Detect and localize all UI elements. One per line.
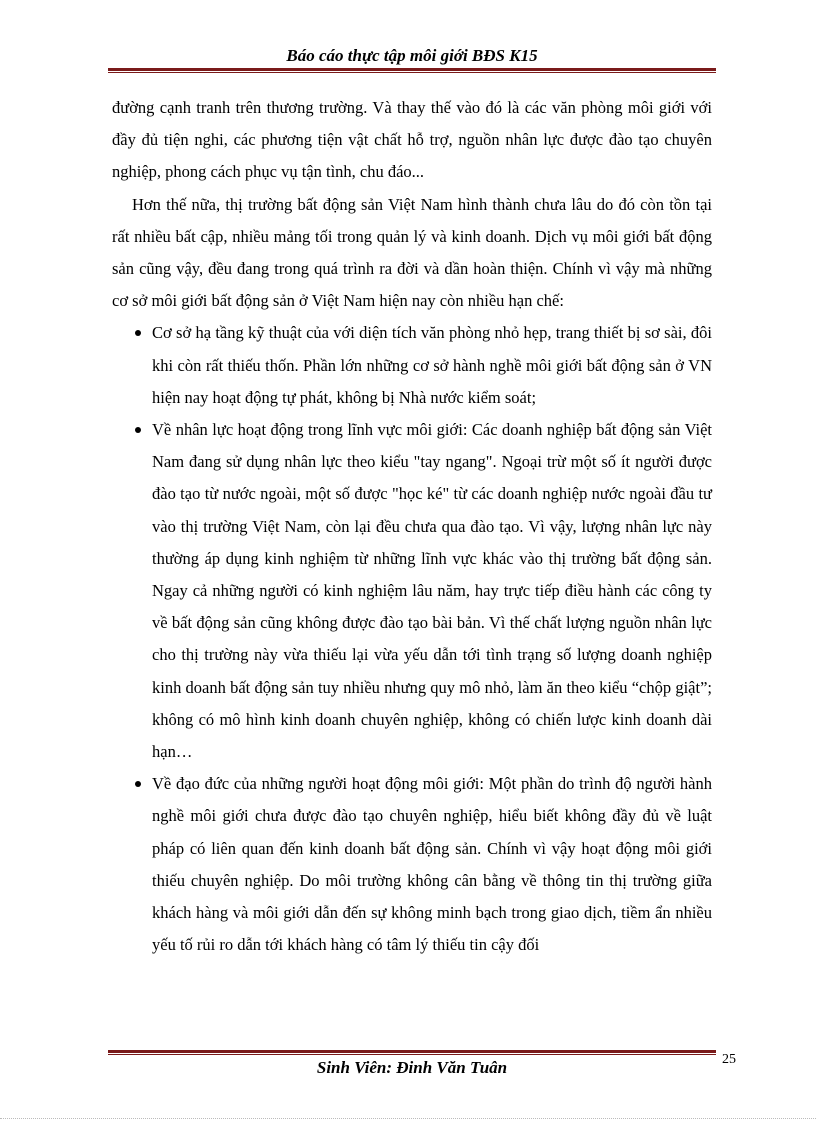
page-edge-divider bbox=[0, 1118, 816, 1119]
bullet-text: Về đạo đức của những người hoạt động môi giới: Một phần do trình độ người hành nghề môi giới chưa được đào tạo chuyên nghiệp, hiểu biết không đầy đủ về luật pháp có liên quan đến kinh doanh bất động sản. Chính vì vậy hoạt động môi giới thiếu chuyên nghiệp. Do môi trường không cân bằng về thông tin thị trường giữa khách hàng và môi giới dẫn đến sự không minh bạch trong giao dịch, tiềm ẩn nhiều yếu tố rủi ro dẫn tới khách hàng có tâm lý thiếu tin cậy đối bbox=[152, 774, 712, 955]
bullet-text: Cơ sở hạ tầng kỹ thuật của với diện tích văn phòng nhỏ hẹp, trang thiết bị sơ sài, đôi khi còn rất thiếu thốn. Phần lớn những cơ sở hành nghề môi giới bất động sản ở VN hiện nay hoạt động tự phát, không bị Nhà nước kiểm soát; bbox=[152, 323, 712, 407]
bullet-item-ethics bbox=[112, 768, 712, 961]
document-body bbox=[112, 92, 712, 961]
bullet-item-infrastructure bbox=[112, 317, 712, 414]
page-header-title: Báo cáo thực tập môi giới BĐS K15 bbox=[286, 46, 538, 65]
paragraph-continuation: đường cạnh tranh trên thương trường. Và thay thế vào đó là các văn phòng môi giới với đầy đủ tiện nghi, các phương tiện vật chất hỗ trợ, nguồn nhân lực được đào tạo chuyên nghiệp, phong cách phục vụ tận tình, chu đáo... bbox=[112, 98, 712, 182]
footer-author: Sinh Viên: Đinh Văn Tuân bbox=[316, 1058, 508, 1077]
header-rule bbox=[108, 68, 716, 73]
bullet-icon bbox=[135, 781, 141, 787]
bullet-item-human-resources bbox=[112, 414, 712, 768]
bullet-text: Về nhân lực hoạt động trong lĩnh vực môi giới: Các doanh nghiệp bất động sản Việt Nam đang sử dụng nhân lực theo kiểu "tay ngang". Ngoại trừ một số ít người được đào tạo từ nước ngoài, một số được "học ké" từ các doanh nghiệp nước ngoài đầu tư vào thị trường Việt Nam, còn lại đều chưa qua đào tạo. Vì vậy, lượng nhân lực này thường áp dụng kinh nghiệm từ những lĩnh vực khác vào thị trường bất động sản. Ngay cả những người có kinh nghiệm lâu năm, hay trực tiếp điều hành các công ty về bất động sản cũng không được đào tạo bài bản. Vì thế chất lượng nguồn nhân lực cho thị trường này vừa thiếu lại vừa yếu dẫn tới tình trạng số lượng doanh nghiệp kinh doanh bất động sản tuy nhiều nhưng quy mô nhỏ, làm ăn theo kiểu “chộp giật”; không có mô hình kinh doanh chuyên nghiệp, không có chiến lược kinh doanh dài hạn… bbox=[152, 420, 712, 762]
bullet-icon bbox=[135, 427, 141, 433]
page-number: 25 bbox=[722, 1052, 736, 1067]
footer-rule bbox=[108, 1050, 716, 1055]
paragraph-intro: Hơn thế nữa, thị trường bất động sản Việt Nam hình thành chưa lâu do đó còn tồn tại rất nhiều bất cập, nhiều mảng tối trong quản lý và kinh doanh. Dịch vụ môi giới bất động sản cũng vậy, đều đang trong quá trình ra đời và dần hoàn thiện. Chính vì vậy mà những cơ sở môi giới bất động sản ở Việt Nam hiện nay còn nhiều hạn chế: bbox=[112, 194, 712, 311]
bullet-icon bbox=[135, 330, 141, 336]
